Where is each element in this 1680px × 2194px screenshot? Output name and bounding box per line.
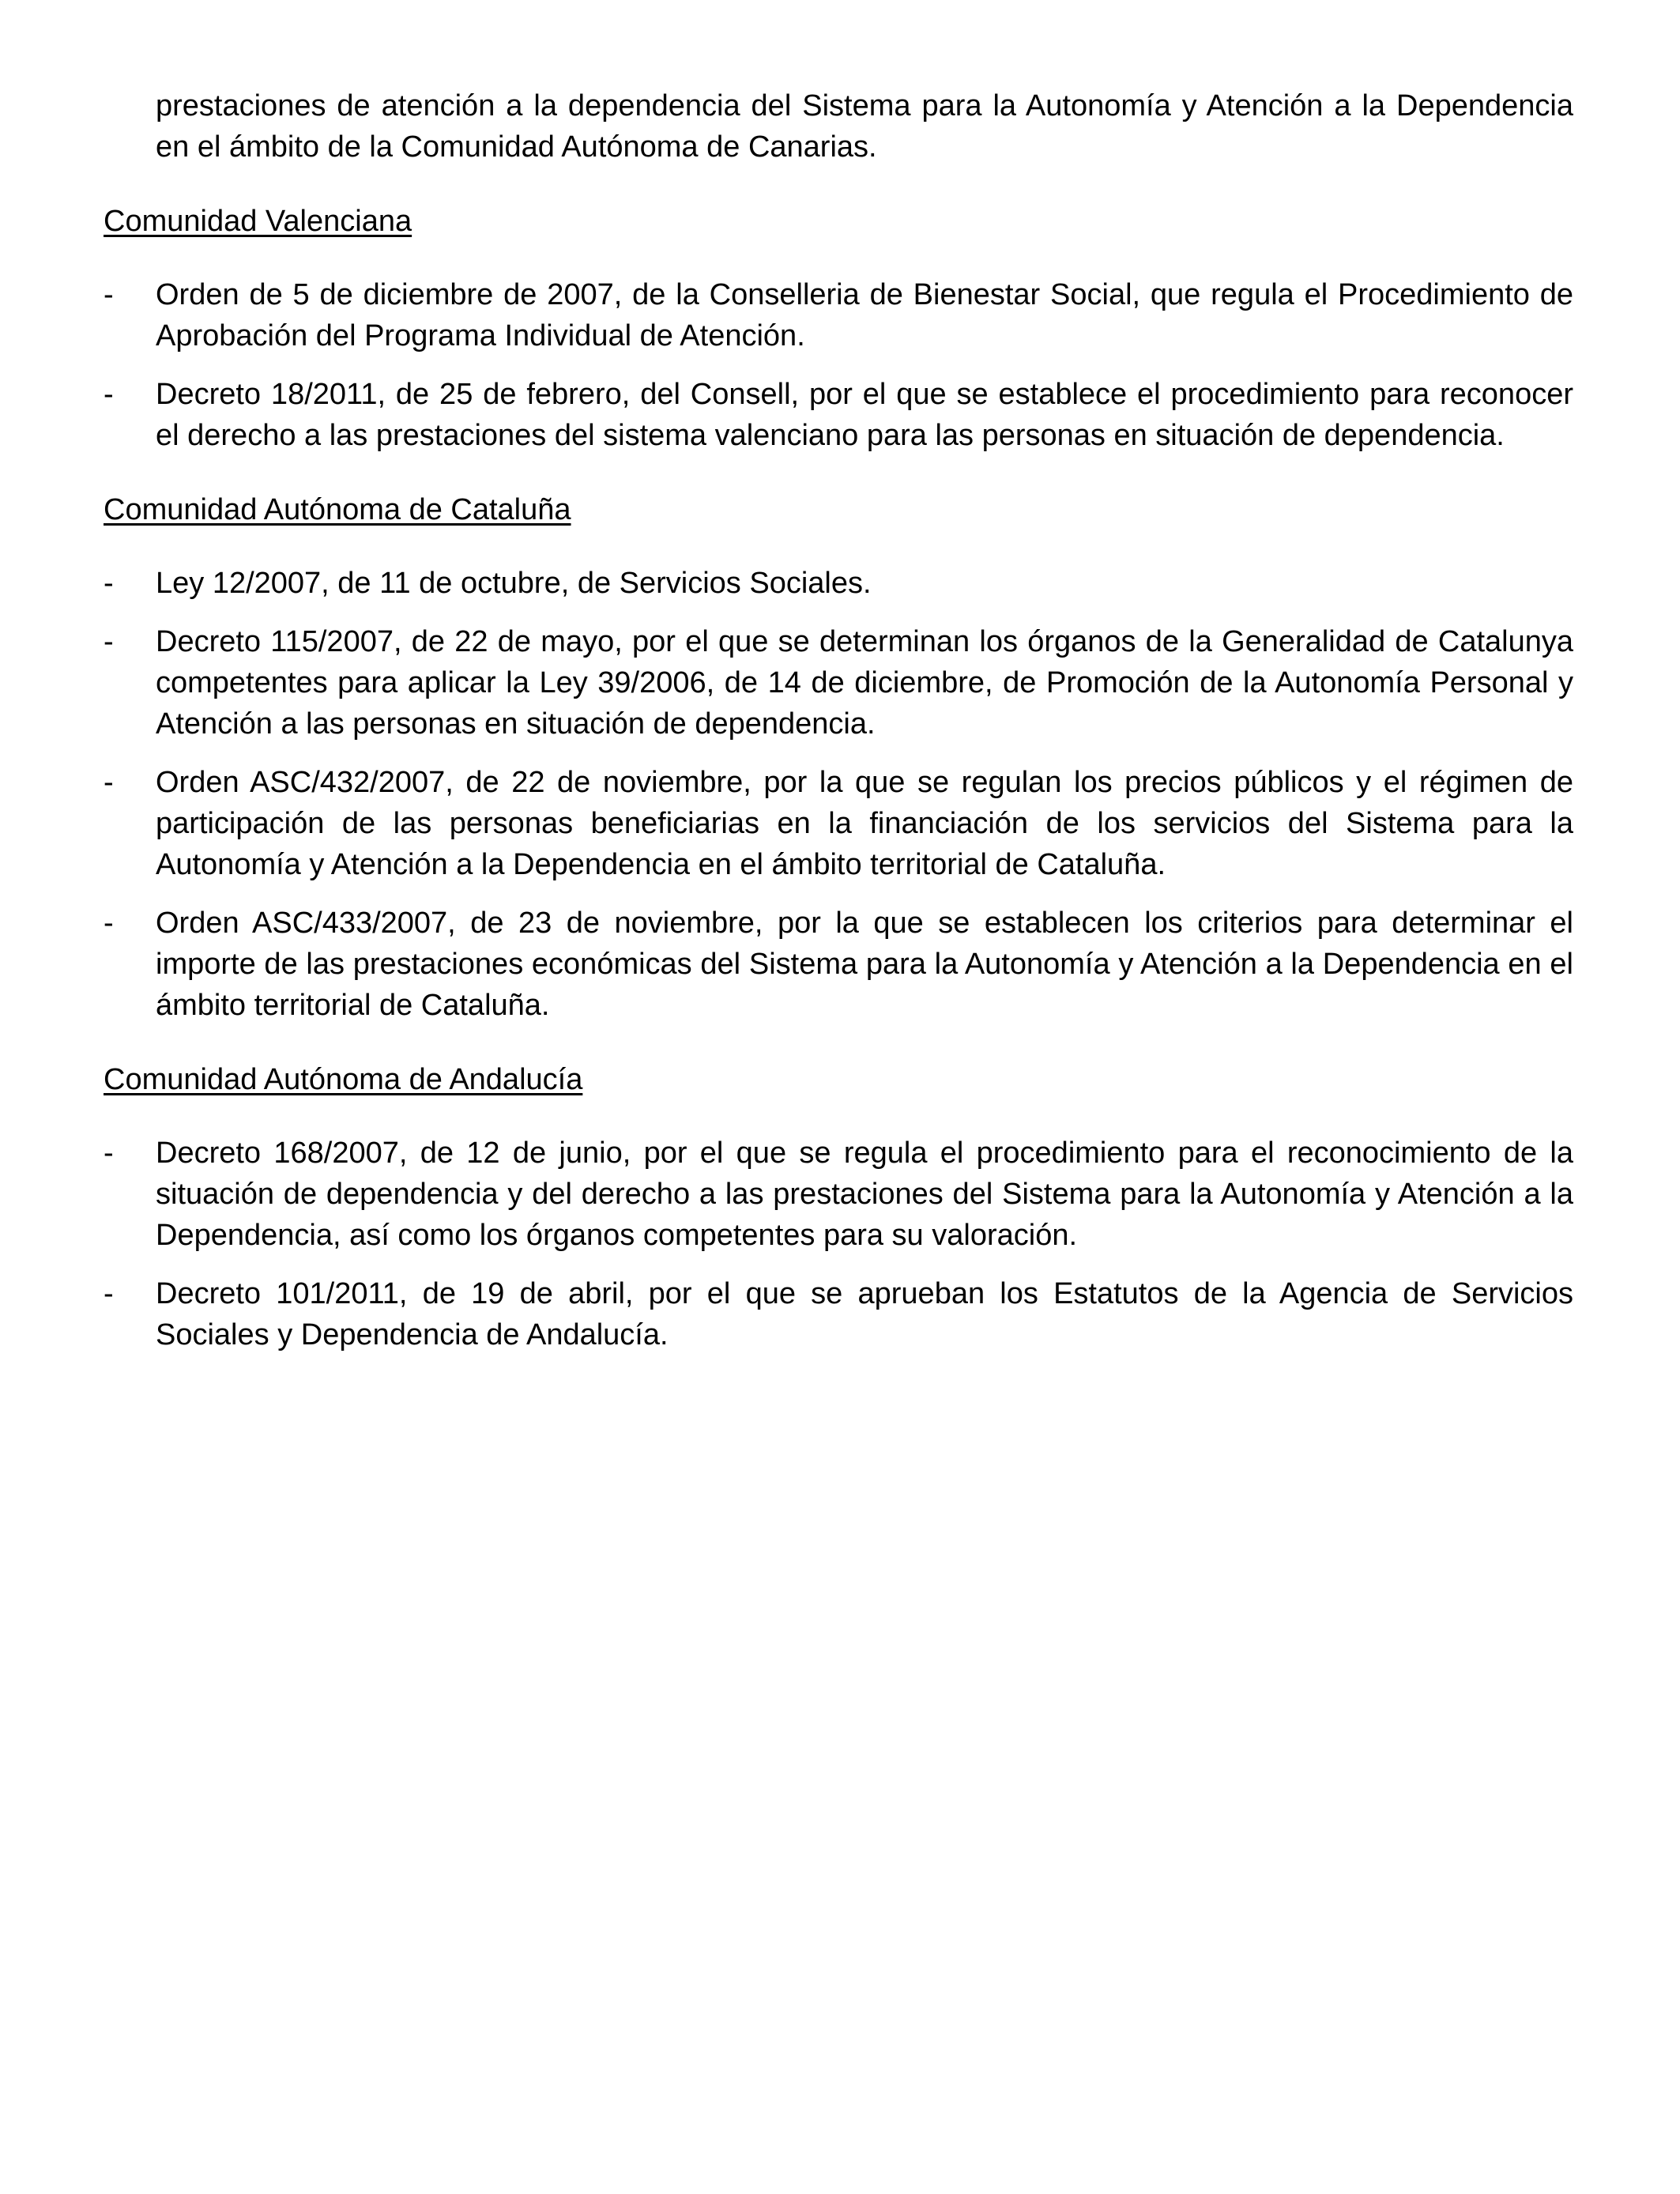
list-item <box>104 563 1573 604</box>
list-item-text: Orden ASC/432/2007, de 22 de noviembre, por la que se regulan los precios públicos y el régimen de participación de las personas beneficiarias en la financiación de los servicios del Sistema para la Autonomía y Atención a la Dependencia en el ámbito territorial de Cataluña. <box>156 766 1573 881</box>
list-item <box>104 374 1573 456</box>
list-item-text: Decreto 18/2011, de 25 de febrero, del Consell, por el que se establece el procedimiento para reconocer el derecho a las prestaciones del sistema valenciano para las personas en situación de dependencia. <box>156 378 1573 452</box>
list-dash: - <box>104 378 114 411</box>
list-item-text: Orden de 5 de diciembre de 2007, de la Conselleria de Bienestar Social, que regula el Procedimiento de Aprobación del Programa Individual de Atención. <box>156 278 1573 352</box>
list-item-text: Ley 12/2007, de 11 de octubre, de Servicios Sociales. <box>156 567 872 600</box>
section-cataluna <box>104 489 1573 1026</box>
list-dash: - <box>104 1277 114 1310</box>
list-item <box>104 1273 1573 1355</box>
section-heading: Comunidad Valenciana <box>104 205 412 238</box>
list-item <box>104 621 1573 745</box>
section-andalucia <box>104 1059 1573 1355</box>
list-item-text: Decreto 115/2007, de 22 de mayo, por el que se determinan los órganos de la Generalidad de Catalunya competentes para aplicar la Ley 39/2006, de 14 de diciembre, de Promoción de la Autonomía Personal y Atención a las personas en situación de dependencia. <box>156 625 1573 741</box>
list-dash: - <box>104 1137 114 1170</box>
section-comunidad-valenciana <box>104 201 1573 456</box>
list-dash: - <box>104 907 114 940</box>
list-item-text: Orden ASC/433/2007, de 23 de noviembre, por la que se establecen los criterios para determinar el importe de las prestaciones económicas del Sistema para la Autonomía y Atención a la Dependencia en el ámbito territorial de Cataluña. <box>156 907 1573 1022</box>
list-dash: - <box>104 766 114 799</box>
list-dash: - <box>104 567 114 600</box>
section-heading: Comunidad Autónoma de Andalucía <box>104 1063 583 1096</box>
list-item <box>104 762 1573 885</box>
continuation-paragraph: prestaciones de atención a la dependencia del Sistema para la Autonomía y Atención a la Dependencia en el ámbito de la Comunidad Autónoma de Canarias. <box>156 89 1573 164</box>
list-item-text: Decreto 101/2011, de 19 de abril, por el que se aprueban los Estatutos de la Agencia de Servicios Sociales y Dependencia de Andalucía. <box>156 1277 1573 1351</box>
list-item <box>104 1133 1573 1256</box>
list-item <box>104 903 1573 1026</box>
list-dash: - <box>104 625 114 658</box>
list-item <box>104 274 1573 356</box>
list-item-text: Decreto 168/2007, de 12 de junio, por el que se regula el procedimiento para el reconocimiento de la situación de dependencia y del derecho a las prestaciones del Sistema para la Autonomía y Atención a la Dependencia, así como los órganos competentes para su valoración. <box>156 1137 1573 1252</box>
list-dash: - <box>104 278 114 311</box>
section-heading: Comunidad Autónoma de Cataluña <box>104 493 571 526</box>
